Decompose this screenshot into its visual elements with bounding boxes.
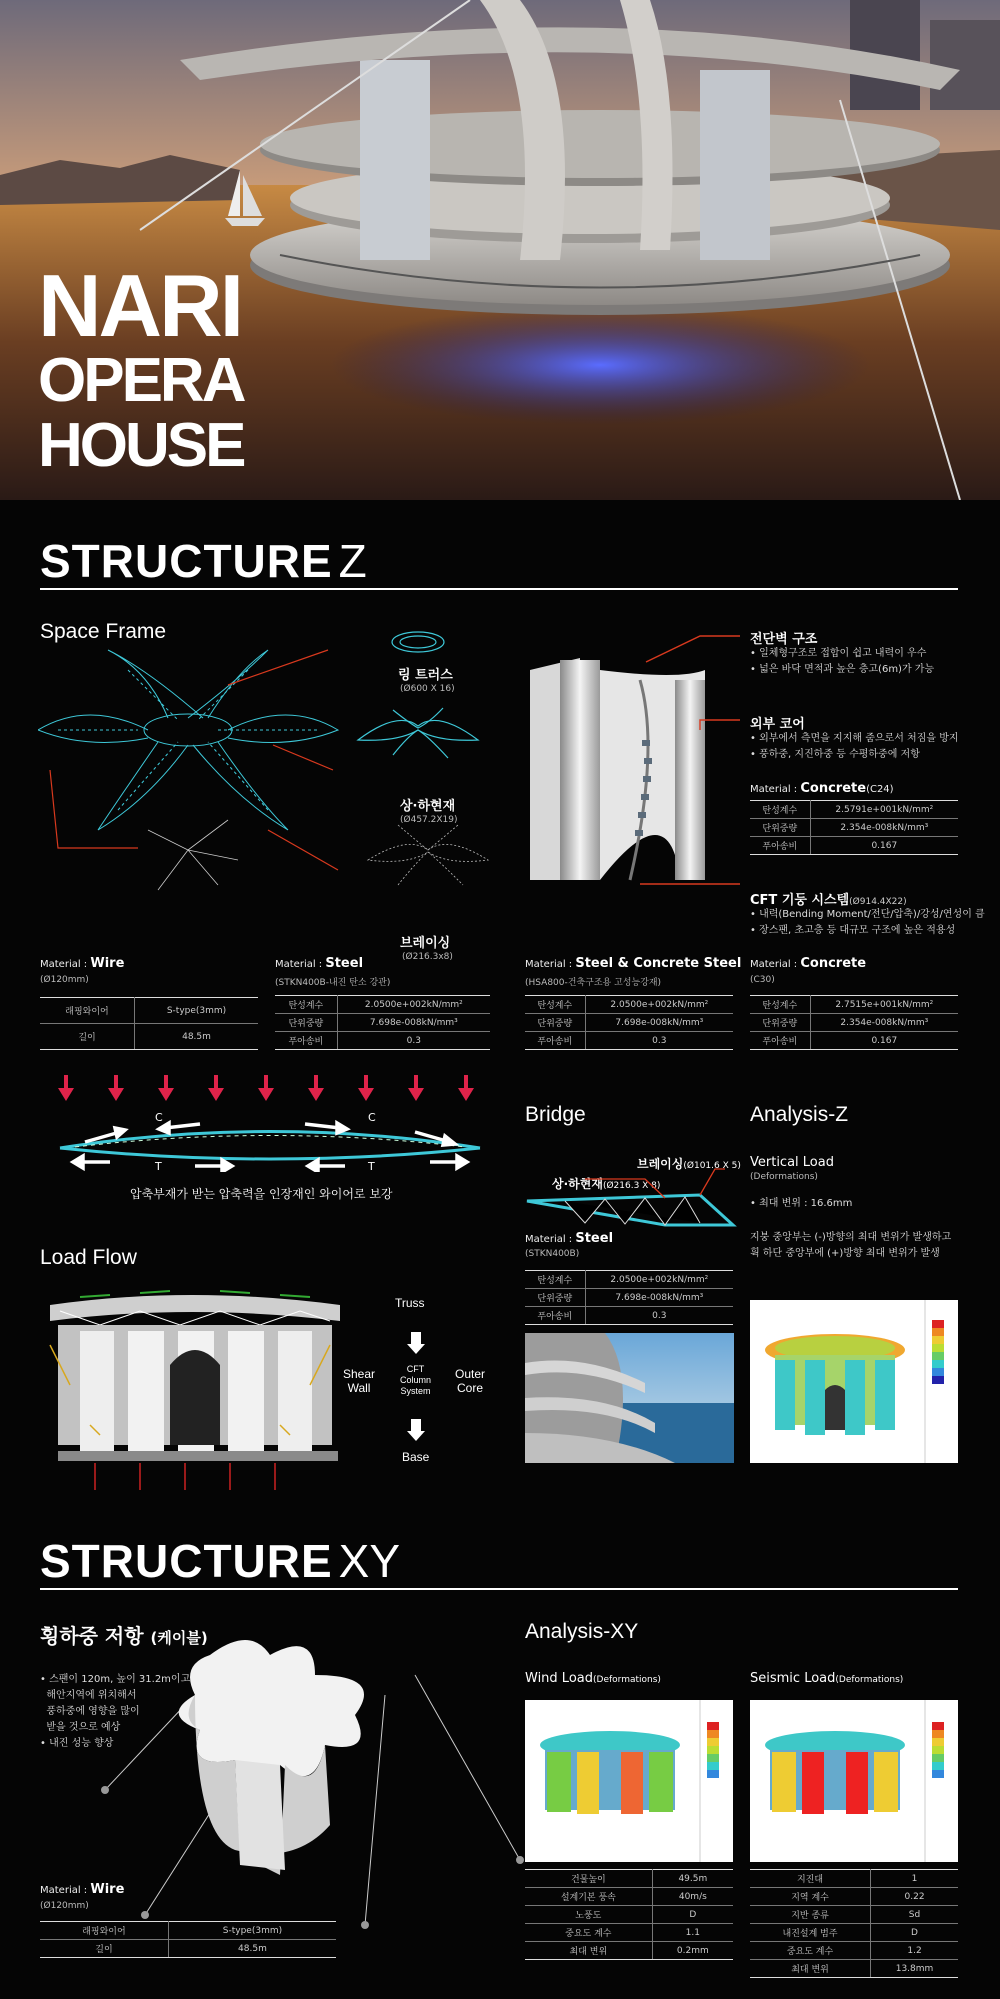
seismic-load-title: Seismic Load(Deformations) <box>750 1671 904 1686</box>
ring-truss-spec: (Ø600 X 16) <box>400 684 455 694</box>
bracing-label: 브레이싱 <box>400 936 451 951</box>
bridge-diagram <box>525 1165 745 1235</box>
flow-base: Base <box>402 1450 430 1464</box>
xy-wire-table: 래핑와이어 S-type(3mm) 길이 48.5m <box>40 1921 336 1958</box>
material-wire-table: 래핑와이어 S-type(3mm) 길이 48.5m <box>40 997 258 1050</box>
analysis-z-title: Analysis-Z <box>750 1103 849 1126</box>
flow-truss: Truss <box>395 1296 425 1310</box>
flow-arrow-1 <box>407 1344 425 1354</box>
bridge-rendering <box>525 1333 734 1463</box>
cable-stayed-building-rendering <box>85 1635 525 1935</box>
flow-shear-wall: Shear Wall <box>343 1367 376 1396</box>
cft-title: CFT 기둥 시스템(Ø914.4X22) <box>750 893 907 908</box>
compression-label-2: C <box>368 1111 376 1124</box>
flow-cft-column: CFT Column System <box>400 1364 432 1396</box>
outer-core-bullets: • 외부에서 측면을 지지해 줌으로서 처짐을 방지 • 풍하중, 지진하중 등 수평하중에 저항 <box>750 733 959 760</box>
ring-truss-label: 링 트러스 <box>398 668 453 683</box>
hero-title-line2: OPERA <box>38 346 244 415</box>
core-material: Material : Concrete(C24) <box>750 781 894 796</box>
bridge-chord-label: 상·하현재(Ø216.3 X 8) <box>552 1177 661 1191</box>
vertical-max-displacement: • 최대 변위 : 16.6mm <box>750 1198 853 1209</box>
chord-label: 상·하현재 <box>400 799 456 814</box>
wind-load-title: Wind Load(Deformations) <box>525 1671 661 1686</box>
material-wire-sub: (Ø120mm) <box>40 975 89 985</box>
chord-spec: (Ø457.2X19) <box>400 815 458 825</box>
seismic-load-table: 지진대 1 지역 계수 0.22 지반 종류 Sd 내진설계 범주 D 중요도 계수 1.2 최대 변위 13.8mm <box>750 1869 958 1978</box>
tension-label-2: T <box>368 1160 375 1173</box>
tension-label-1: T <box>155 1160 162 1173</box>
cft-bullets: • 내력(Bending Moment/전단/압축)/강성/연성이 큼 • 장스팬, 초고층 등 대규모 구조에 높은 적용성 <box>750 909 985 936</box>
structure-z-title: STRUCTURE Z <box>40 535 367 587</box>
load-flow-rendering <box>40 1285 350 1495</box>
wind-load-contour-plot <box>525 1700 733 1862</box>
hero-banner <box>0 0 1000 500</box>
outer-core-title: 외부 코어 <box>750 717 805 732</box>
load-flow-title: Load Flow <box>40 1246 137 1269</box>
section-divider-xy <box>40 1588 958 1590</box>
material-steel-concrete: Material : Steel & Concrete Steel <box>525 956 742 971</box>
analysis-z-note: 지붕 중앙부는 (-)방향의 최대 변위가 발생하고 휙 하단 중앙부에 (+)방향 최대 변위가 발생 <box>750 1232 952 1259</box>
material-steel-concrete-table: 탄성계수 2.0500e+002kN/mm² 단위중량 7.698e-008kN/mm³ 푸아송비 0.3 <box>525 995 733 1050</box>
core-material-table: 탄성계수 2.5791e+001kN/mm² 단위중량 2.354e-008kN/mm³ 푸아송비 0.167 <box>750 800 958 855</box>
lateral-load-bullets: • 스팬이 120m, 높이 31.2m이고 해안지역에 위치해서 풍하중에 영향을 많이 받을 것으로 예상 • 내진 성능 향상 <box>40 1674 191 1749</box>
material-concrete-table: 탄성계수 2.7515e+001kN/mm² 단위중량 2.354e-008kN/mm³ 푸아송비 0.167 <box>750 995 958 1050</box>
flow-arrow-2 <box>407 1431 425 1441</box>
vertical-load-deform: (Deformations) <box>750 1172 818 1182</box>
seismic-load-contour-plot <box>750 1700 958 1862</box>
bridge-material-sub: (STKN400B) <box>525 1249 580 1259</box>
material-steel: Material : Steel <box>275 956 364 971</box>
hero-title-line1: NARI <box>38 256 242 355</box>
shear-wall-bullets: • 일체형구조로 접합이 쉽고 내력이 우수 • 넓은 바닥 면적과 높은 층고(6m)가 가능 <box>750 648 935 675</box>
material-concrete: Material : Concrete <box>750 956 867 971</box>
xy-wire-material: Material : Wire <box>40 1882 125 1897</box>
analysis-z-contour-plot <box>750 1300 958 1463</box>
core-leader-lines <box>640 630 740 890</box>
wind-load-table: 건물높이 49.5m 설계기본 풍속 40m/s 노풍도 D 중요도 계수 1.1 최대 변위 0.2mm <box>525 1869 733 1960</box>
vertical-load-title: Vertical Load <box>750 1155 834 1170</box>
material-steel-concrete-sub: (HSA800-건축구조용 고성능강재) <box>525 978 662 988</box>
bracing-spec: (Ø216.3x8) <box>402 952 453 962</box>
material-wire: Material : Wire <box>40 956 125 971</box>
structure-xy-title: STRUCTURE XY <box>40 1535 401 1587</box>
bridge-material-table: 탄성계수 2.0500e+002kN/mm² 단위중량 7.698e-008kN/mm³ 푸아송비 0.3 <box>525 1270 733 1325</box>
bridge-material: Material : Steel <box>525 1231 614 1246</box>
truss-wire-diagram <box>55 1110 485 1172</box>
space-frame-title: Space Frame <box>40 620 167 643</box>
compression-label-1: C <box>155 1111 163 1124</box>
section-divider <box>40 588 958 590</box>
xy-wire-sub: (Ø120mm) <box>40 1901 89 1911</box>
analysis-xy-title: Analysis-XY <box>525 1620 639 1643</box>
material-steel-table: 탄성계수 2.0500e+002kN/mm² 단위중량 7.698e-008kN/mm³ 푸아송비 0.3 <box>275 995 490 1050</box>
bridge-title: Bridge <box>525 1103 586 1126</box>
bridge-bracing-label: 브레이싱(Ø101.6 X 5) <box>637 1157 741 1171</box>
flow-outer-core: Outer Core <box>455 1367 486 1396</box>
material-concrete-sub: (C30) <box>750 975 775 985</box>
shear-wall-title: 전단벽 구조 <box>750 632 818 647</box>
hero-title-line3: HOUSE <box>38 411 244 480</box>
wire-caption: 압축부재가 받는 압축력을 인장재인 와이어로 보강 <box>130 1187 393 1201</box>
material-steel-sub: (STKN400B-내진 탄소 강관) <box>275 978 391 988</box>
lateral-load-title: 횡하중 저항 (케이블) <box>40 1624 208 1648</box>
